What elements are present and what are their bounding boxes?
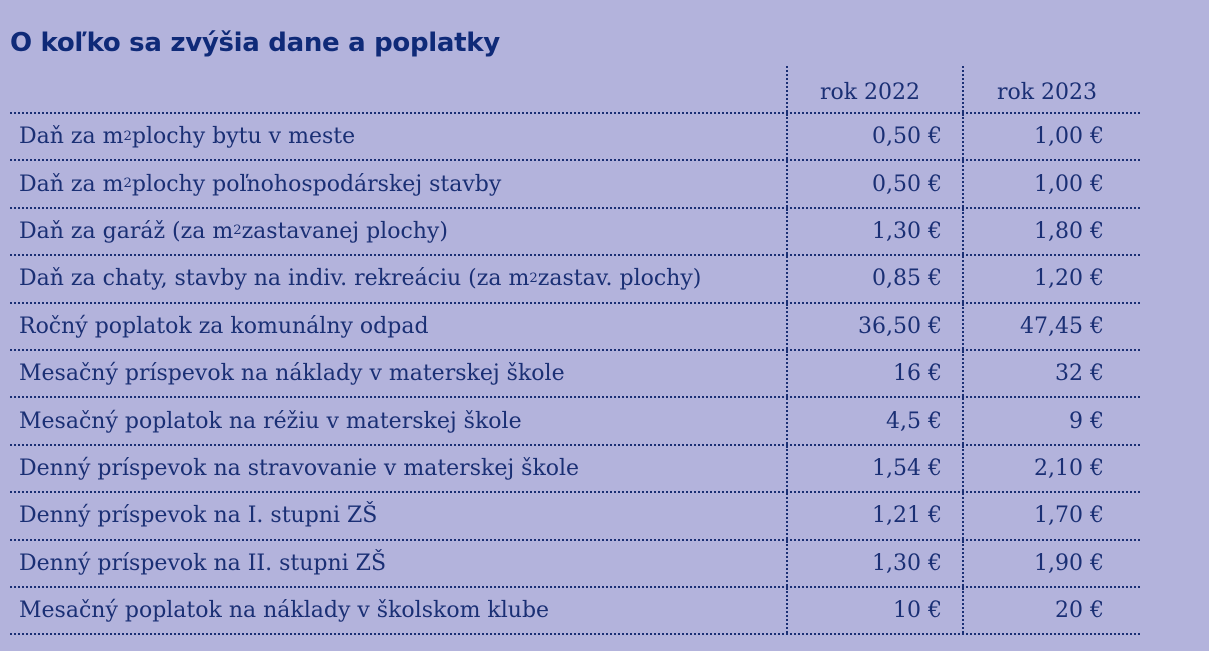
value-2023: 9 € bbox=[962, 398, 1140, 443]
header-year-2022: rok 2022 bbox=[786, 66, 962, 112]
table-row bbox=[10, 398, 1140, 445]
header-label-cell bbox=[10, 66, 786, 112]
value-2022: 1,30 € bbox=[786, 209, 962, 254]
table-row bbox=[10, 351, 1140, 398]
value-2023: 32 € bbox=[962, 351, 1140, 396]
value-2023: 1,70 € bbox=[962, 493, 1140, 538]
table-row bbox=[10, 161, 1140, 208]
value-2023: 20 € bbox=[962, 588, 1140, 633]
table-body bbox=[10, 114, 1140, 635]
value-2023: 1,80 € bbox=[962, 209, 1140, 254]
value-2022: 4,5 € bbox=[786, 398, 962, 443]
value-2022: 36,50 € bbox=[786, 304, 962, 349]
value-2022: 1,21 € bbox=[786, 493, 962, 538]
table-row bbox=[10, 304, 1140, 351]
value-2023: 1,00 € bbox=[962, 161, 1140, 206]
row-label: Daň za m 2 plochy poľnohospodárskej stavby bbox=[19, 171, 502, 197]
value-2023: 47,45 € bbox=[962, 304, 1140, 349]
table-row bbox=[10, 493, 1140, 540]
row-label: Mesačný poplatok na réžiu v materskej škole bbox=[19, 408, 522, 434]
row-label: Denný príspevok na I. stupni ZŠ bbox=[19, 503, 378, 529]
row-label: Daň za m 2 plochy bytu v meste bbox=[19, 124, 356, 150]
value-2022: 0,50 € bbox=[786, 114, 962, 159]
value-2023: 1,90 € bbox=[962, 541, 1140, 586]
value-2022: 0,85 € bbox=[786, 256, 962, 301]
page-title: O koľko sa zvýšia dane a poplatky bbox=[10, 28, 500, 58]
value-2023: 1,00 € bbox=[962, 114, 1140, 159]
row-label: Daň za chaty, stavby na indiv. rekreáciu (za m 2 zastav. plochy) bbox=[19, 266, 702, 292]
row-label: Mesačný poplatok na náklady v školskom klube bbox=[19, 598, 550, 624]
table-row bbox=[10, 209, 1140, 256]
header-year-2023: rok 2023 bbox=[962, 66, 1140, 112]
row-label: Daň za garáž (za m 2 zastavanej plochy) bbox=[19, 218, 448, 244]
table-row bbox=[10, 114, 1140, 161]
table-row bbox=[10, 446, 1140, 493]
value-2022: 0,50 € bbox=[786, 161, 962, 206]
fees-table bbox=[10, 66, 1140, 635]
table-header bbox=[10, 66, 1140, 114]
value-2023: 2,10 € bbox=[962, 446, 1140, 491]
value-2022: 1,54 € bbox=[786, 446, 962, 491]
value-2022: 10 € bbox=[786, 588, 962, 633]
table-row bbox=[10, 588, 1140, 635]
table-row bbox=[10, 256, 1140, 303]
row-label: Mesačný príspevok na náklady v materskej škole bbox=[19, 361, 565, 387]
value-2023: 1,20 € bbox=[962, 256, 1140, 301]
row-label: Ročný poplatok za komunálny odpad bbox=[19, 313, 429, 339]
row-label: Denný príspevok na II. stupni ZŠ bbox=[19, 550, 387, 576]
table-row bbox=[10, 541, 1140, 588]
value-2022: 1,30 € bbox=[786, 541, 962, 586]
value-2022: 16 € bbox=[786, 351, 962, 396]
row-label: Denný príspevok na stravovanie v materskej škole bbox=[19, 455, 580, 481]
